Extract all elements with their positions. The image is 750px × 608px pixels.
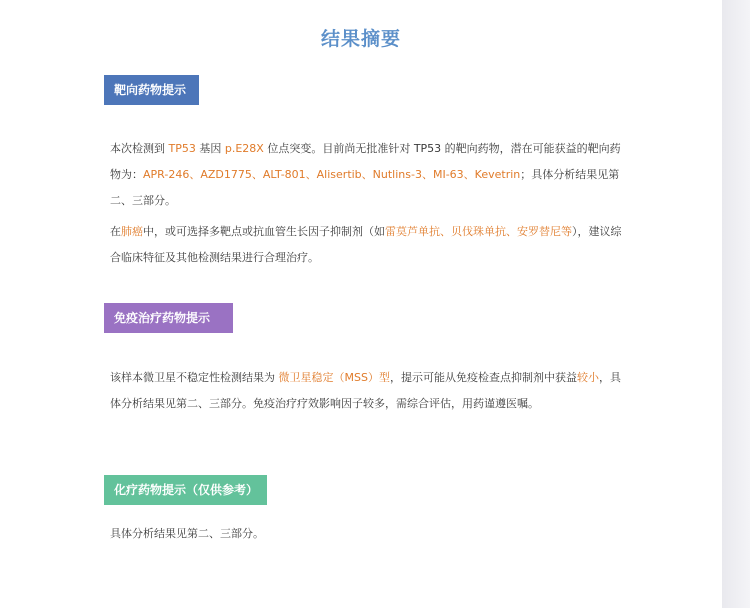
- text: 位点突变。目前尚无批准针对 TP53 的靶向药物，潜在可能获益的靶向药物为：: [110, 142, 621, 181]
- text: ），建议综合临床特征及其他检测结果进行合理治疗。: [110, 225, 622, 264]
- text: 在: [110, 225, 121, 238]
- targeted-drug-paragraph-1: [110, 136, 630, 214]
- chemotherapy-section-tag: 化疗药物提示（仅供参考）: [104, 475, 267, 505]
- benefit-level: 较小: [576, 371, 599, 384]
- targeted-drug-paragraph-2: [110, 219, 630, 271]
- page-edge-shadow: [722, 0, 750, 608]
- immunotherapy-section-tag: 免疫治疗药物提示: [104, 303, 233, 333]
- cancer-type: 肺癌: [121, 225, 143, 238]
- mutation-name: p.E28X: [224, 142, 264, 155]
- targeted-drug-section-tag: 靶向药物提示: [104, 75, 199, 105]
- text: ，具体分析结果见第二、三部分。免疫治疗疗效影响因子较多，需综合评估，用药谨遵医嘱。: [110, 371, 621, 410]
- text: 本次检测到: [110, 142, 169, 155]
- inhibitor-drug-list: 雷莫芦单抗、贝伐珠单抗、安罗替尼等: [385, 225, 572, 238]
- text: ；具体分析结果见第二、三部分。: [110, 168, 620, 207]
- page-title: 结果摘要: [320, 28, 401, 50]
- chemotherapy-paragraph: 具体分析结果见第二、三部分。: [110, 527, 264, 540]
- text: ，提示可能从免疫检查点抑制剂中获益: [389, 371, 577, 384]
- immunotherapy-paragraph: [110, 365, 630, 417]
- text: 该样本微卫星不稳定性检测结果为: [110, 371, 279, 384]
- msi-result: 微卫星稳定（MSS）型: [278, 371, 390, 384]
- potential-drug-list: APR-246、AZD1775、ALT-801、Alisertib、Nutlins-3、MI-63、Kevetrin: [143, 168, 521, 181]
- gene-name: TP53: [168, 142, 196, 155]
- text: 基因: [195, 142, 225, 155]
- text: 中，或可选择多靶点或抗血管生长因子抑制剂（如: [143, 225, 385, 238]
